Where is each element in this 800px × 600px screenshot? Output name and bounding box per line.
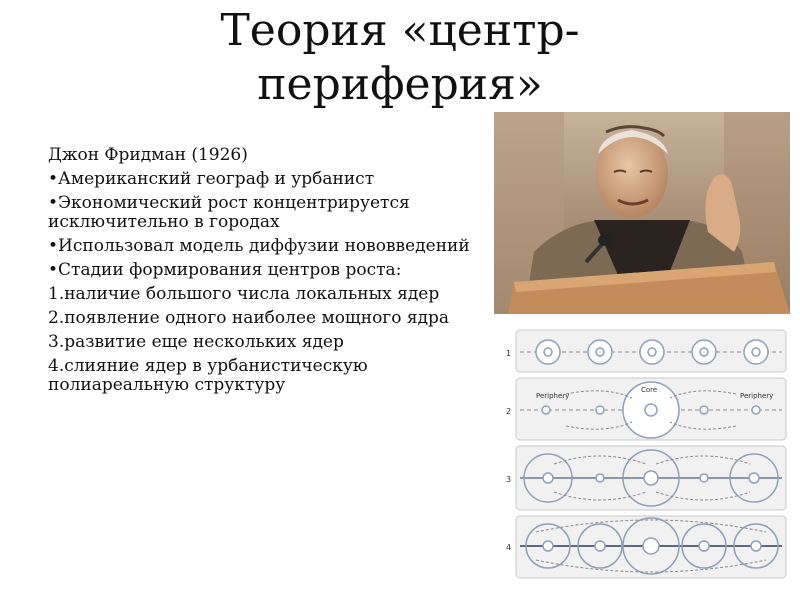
periphery-label-left: Periphery <box>536 392 570 400</box>
periphery-label-right: Periphery <box>740 392 774 400</box>
bullet-item: •Американский географ и урбанист <box>48 169 375 189</box>
stage-number: 4 <box>506 543 512 552</box>
portrait-photo-icon <box>494 112 790 314</box>
bullet-item: Джон Фридман (1926) <box>48 145 248 165</box>
bullet-item: •Стадии формирования центров роста: <box>48 260 402 280</box>
bullet-list <box>48 146 478 400</box>
core-label: Core <box>641 386 658 394</box>
core-periphery-diagram <box>506 328 790 580</box>
slide-title <box>150 4 650 112</box>
bullet-item: 3.развитие еще нескольких ядер <box>48 332 344 352</box>
bullet-item: 1.наличие большого числа локальных ядер <box>48 284 440 304</box>
bullet-item: 4.слияние ядер в урбанистическую полиареальную структуру <box>48 356 368 395</box>
stage-number: 2 <box>506 407 512 416</box>
bullet-item: •Экономический рост концентрируется исключительно в городах <box>48 193 410 232</box>
title-line-1: Теория «центр- <box>220 5 580 56</box>
bullet-item: 2.появление одного наиболее мощного ядра <box>48 308 450 328</box>
stage-3-panel <box>516 446 786 510</box>
stage-number: 1 <box>506 349 512 358</box>
title-line-2: периферия» <box>257 59 543 110</box>
stage-number: 3 <box>506 475 512 484</box>
stage-4-panel <box>516 516 786 578</box>
stage-1-panel <box>516 330 786 372</box>
bullet-item: •Использовал модель диффузии нововведений <box>48 236 470 256</box>
